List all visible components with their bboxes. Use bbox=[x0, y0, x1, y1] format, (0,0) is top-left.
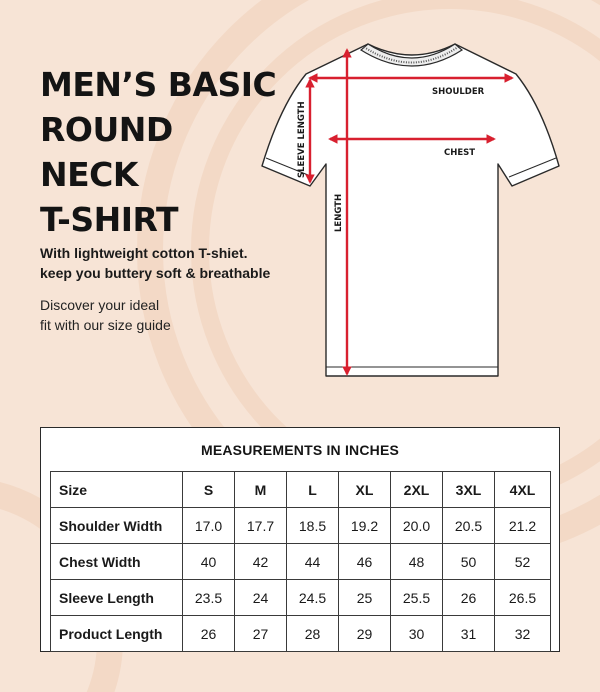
tagline-line: fit with our size guide bbox=[40, 317, 171, 333]
table-cell: 20.5 bbox=[443, 508, 495, 544]
table-cell: 24 bbox=[235, 580, 287, 616]
headline-line: T-SHIRT bbox=[40, 200, 178, 239]
size-guide-tagline bbox=[40, 295, 171, 335]
headline-line: MEN’S BASIC bbox=[40, 65, 277, 104]
table-cell: 46 bbox=[339, 544, 391, 580]
table-cell: 27 bbox=[235, 616, 287, 652]
sleeve-length-label: SLEEVE LENGTH bbox=[297, 101, 307, 178]
table-row bbox=[51, 544, 551, 580]
size-header-cell: 3XL bbox=[443, 472, 495, 508]
table-cell: 48 bbox=[391, 544, 443, 580]
size-header-cell: XL bbox=[339, 472, 391, 508]
tshirt-measurement-diagram bbox=[250, 36, 580, 386]
table-cell: 23.5 bbox=[183, 580, 235, 616]
table-caption: MEASUREMENTS IN INCHES bbox=[200, 442, 400, 458]
tshirt-body bbox=[262, 44, 559, 376]
headline-line: NECK bbox=[40, 155, 138, 194]
table-cell: 44 bbox=[287, 544, 339, 580]
table-cell: 19.2 bbox=[339, 508, 391, 544]
table-cell: 52 bbox=[495, 544, 551, 580]
table-cell: 28 bbox=[287, 616, 339, 652]
row-label: Chest Width bbox=[51, 544, 183, 580]
table-cell: 40 bbox=[183, 544, 235, 580]
table-header-row bbox=[51, 472, 551, 508]
size-header-label: Size bbox=[51, 472, 183, 508]
table-cell: 25.5 bbox=[391, 580, 443, 616]
table-cell: 31 bbox=[443, 616, 495, 652]
table-cell: 25 bbox=[339, 580, 391, 616]
tagline-line: Discover your ideal bbox=[40, 297, 160, 313]
subtitle-line: keep you buttery soft & breathable bbox=[40, 265, 271, 281]
size-header-cell: L bbox=[287, 472, 339, 508]
table-cell: 30 bbox=[391, 616, 443, 652]
product-subtitle bbox=[40, 243, 270, 283]
table-cell: 18.5 bbox=[287, 508, 339, 544]
size-table bbox=[50, 471, 551, 652]
size-header-cell: 4XL bbox=[495, 472, 551, 508]
size-header-cell: 2XL bbox=[391, 472, 443, 508]
row-label: Product Length bbox=[51, 616, 183, 652]
table-cell: 50 bbox=[443, 544, 495, 580]
table-cell: 29 bbox=[339, 616, 391, 652]
size-chart-table bbox=[40, 427, 560, 652]
table-cell: 26 bbox=[443, 580, 495, 616]
table-cell: 17.0 bbox=[183, 508, 235, 544]
table-cell: 26 bbox=[183, 616, 235, 652]
table-cell: 32 bbox=[495, 616, 551, 652]
table-row bbox=[51, 616, 551, 652]
length-label: LENGTH bbox=[334, 193, 344, 232]
table-cell: 17.7 bbox=[235, 508, 287, 544]
row-label: Sleeve Length bbox=[51, 580, 183, 616]
headline bbox=[40, 62, 276, 242]
subtitle-line: With lightweight cotton T-shiet. bbox=[40, 245, 248, 261]
row-label: Shoulder Width bbox=[51, 508, 183, 544]
table-cell: 21.2 bbox=[495, 508, 551, 544]
table-cell: 24.5 bbox=[287, 580, 339, 616]
table-row bbox=[51, 580, 551, 616]
size-header-cell: M bbox=[235, 472, 287, 508]
size-header-cell: S bbox=[183, 472, 235, 508]
headline-line: ROUND bbox=[40, 110, 173, 149]
table-cell: 42 bbox=[235, 544, 287, 580]
chest-label: CHEST bbox=[444, 148, 476, 158]
table-row bbox=[51, 508, 551, 544]
table-cell: 20.0 bbox=[391, 508, 443, 544]
table-cell: 26.5 bbox=[495, 580, 551, 616]
shoulder-label: SHOULDER bbox=[432, 87, 485, 97]
